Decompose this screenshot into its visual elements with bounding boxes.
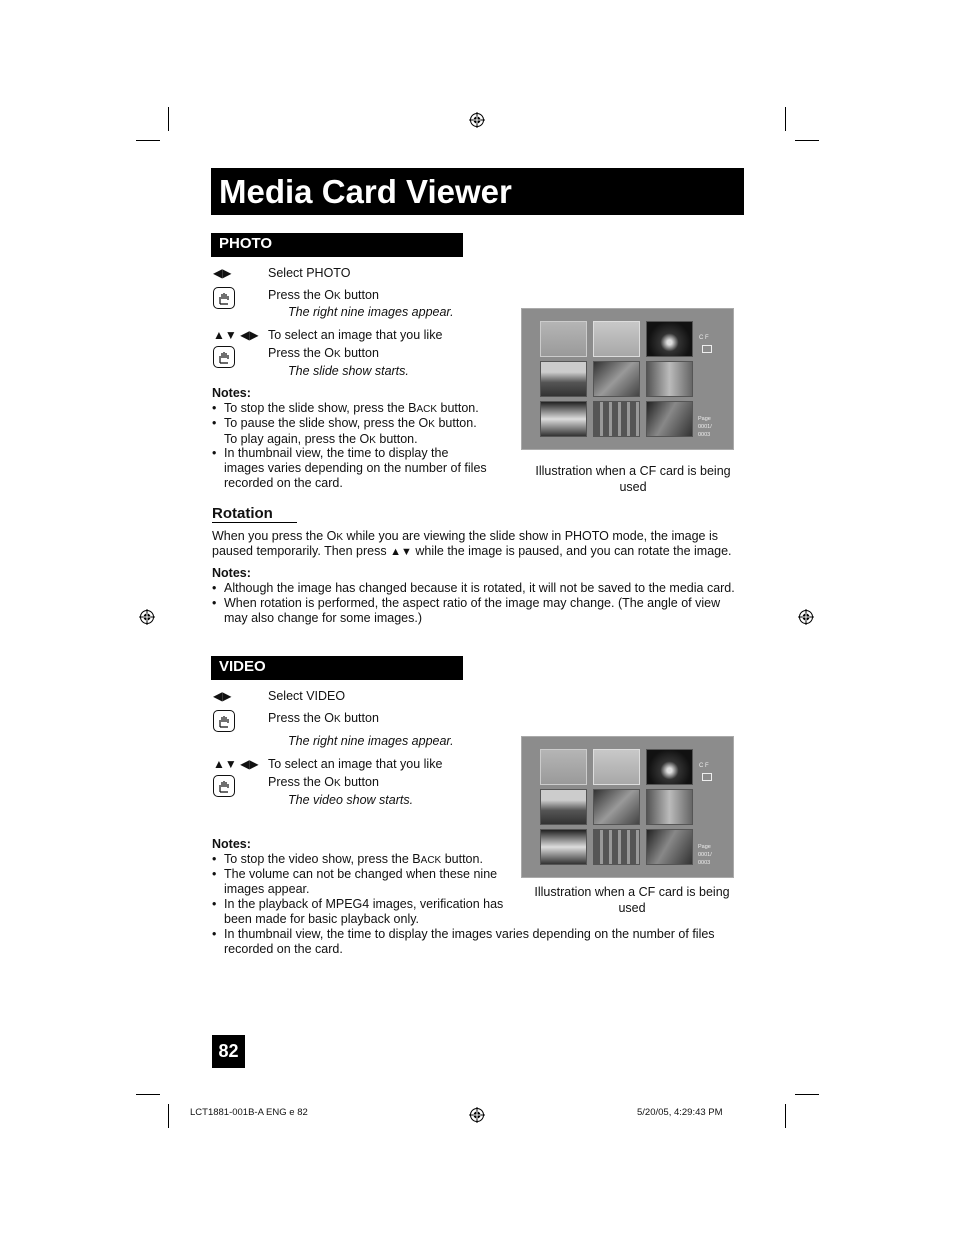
thumbnail: [646, 749, 693, 785]
crop-mark: [785, 107, 786, 131]
cf-card-screen-illustration: [521, 736, 734, 878]
crop-mark: [795, 140, 819, 141]
card-icon: [702, 345, 712, 353]
step-label: Press the OK button: [268, 711, 379, 725]
step-label: Press the OK button: [268, 346, 379, 360]
rotation-paragraph: paused temporarily. Then press ▲▼ while the image is paused, and you can rotate the image.: [212, 544, 732, 558]
thumbnail: [646, 829, 693, 865]
step-label: To select an image that you like: [268, 757, 443, 771]
crop-mark: [785, 1104, 786, 1128]
note-item: • To stop the video show, press the BACK button.: [212, 852, 483, 868]
note-item: • When rotation is performed, the aspect ratio of the image may change. (The angle of view may also change for some images.): [212, 596, 720, 626]
section-heading-photo: PHOTO: [211, 233, 463, 257]
card-type-label: C F: [699, 763, 709, 769]
registration-mark-icon: [469, 112, 485, 128]
section-heading-rotation: Rotation: [212, 505, 273, 522]
page-indicator: Page 0001/ 0003: [698, 844, 712, 866]
notes-heading: Notes:: [212, 566, 251, 580]
note-item: • In the playback of MPEG4 images, verification has been made for basic playback only.: [212, 897, 503, 927]
registration-mark-icon: [469, 1107, 485, 1123]
up-down-left-right-arrows-icon: ▲▼ ◀▶: [213, 757, 259, 771]
illustration-caption: Illustration when a CF card is being used: [534, 885, 730, 915]
step-note: The video show starts.: [288, 793, 414, 807]
ok-button-hand-icon: [213, 775, 235, 797]
ok-button-hand-icon: [213, 346, 235, 368]
crop-mark: [168, 107, 169, 131]
footer-file-info: LCT1881-001B-A ENG e 82: [190, 1107, 308, 1118]
step-label: Press the OK button: [268, 288, 379, 302]
illustration-caption: Illustration when a CF card is being used: [535, 464, 731, 494]
note-item: • To pause the slide show, press the OK button. To play again, press the OK button.: [212, 416, 477, 448]
notes-heading: Notes:: [212, 386, 251, 400]
step-note: The right nine images appear.: [288, 734, 454, 748]
page-number: 82: [212, 1035, 245, 1068]
step-note: The slide show starts.: [288, 364, 409, 378]
thumbnail: [593, 401, 640, 437]
step-label: Select VIDEO: [268, 689, 346, 703]
cf-card-screen-illustration: [521, 308, 734, 450]
thumbnail: [540, 321, 587, 357]
note-item: • In thumbnail view, the time to display the images varies depending on the number of files recorded on the card.: [212, 927, 715, 957]
rotation-underline: [212, 522, 297, 523]
note-item: • To stop the slide show, press the BACK button.: [212, 401, 479, 417]
ok-button-hand-icon: [213, 710, 235, 732]
note-item: • In thumbnail view, the time to display the images varies depending on the number of files recorded on the card.: [212, 446, 487, 491]
card-type-label: C F: [699, 335, 709, 341]
step-label: Press the OK button: [268, 775, 379, 789]
crop-mark: [168, 1104, 169, 1128]
rotation-paragraph: When you press the OK while you are viewing the slide show in PHOTO mode, the image is: [212, 529, 718, 543]
step-label: To select an image that you like: [268, 328, 443, 342]
thumbnail: [593, 829, 640, 865]
left-right-arrows-icon: ◀▶: [213, 266, 232, 280]
step-label: Select PHOTO: [268, 266, 351, 280]
section-heading-video: VIDEO: [211, 656, 463, 680]
ok-button-hand-icon: [213, 287, 235, 309]
thumbnail: [646, 321, 693, 357]
note-item: • The volume can not be changed when these nine images appear.: [212, 867, 497, 897]
thumbnail: [540, 401, 587, 437]
footer-timestamp: 5/20/05, 4:29:43 PM: [637, 1107, 723, 1118]
page-indicator: Page 0001/ 0003: [698, 416, 712, 438]
left-right-arrows-icon: ◀▶: [213, 689, 232, 703]
thumbnail: [646, 401, 693, 437]
thumbnail: [540, 749, 587, 785]
thumbnail: [540, 789, 587, 825]
crop-mark: [795, 1094, 819, 1095]
thumbnail: [646, 361, 693, 397]
registration-mark-icon: [798, 609, 814, 625]
step-note: The right nine images appear.: [288, 305, 454, 319]
thumbnail: [593, 789, 640, 825]
note-item: • Although the image has changed because it is rotated, it will not be saved to the media card.: [212, 581, 735, 596]
up-down-left-right-arrows-icon: ▲▼ ◀▶: [213, 328, 259, 342]
crop-mark: [136, 1094, 160, 1095]
thumbnail: [593, 749, 640, 785]
page-title: Media Card Viewer: [211, 168, 744, 215]
card-icon: [702, 773, 712, 781]
thumbnail: [646, 789, 693, 825]
notes-heading: Notes:: [212, 837, 251, 851]
thumbnail: [540, 829, 587, 865]
thumbnail: [540, 361, 587, 397]
thumbnail: [593, 361, 640, 397]
thumbnail: [593, 321, 640, 357]
crop-mark: [136, 140, 160, 141]
registration-mark-icon: [139, 609, 155, 625]
